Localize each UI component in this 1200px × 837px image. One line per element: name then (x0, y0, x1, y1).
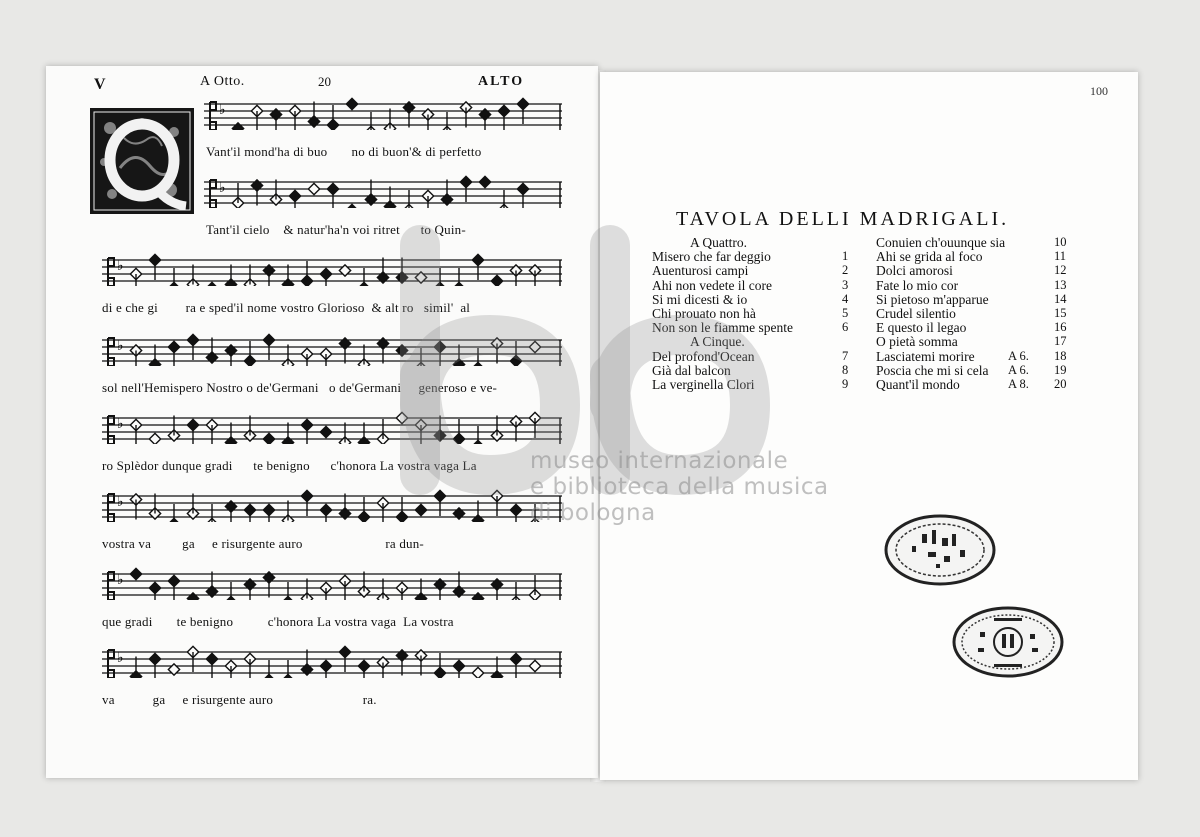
toc-title: Del profond'Ocean (652, 348, 755, 364)
lyric-line: sol nell'Hemispero Nostro o de'Germani o de'Germani generoso e ve- (102, 380, 498, 395)
toc-title: Lasciatemi morire (876, 348, 975, 364)
toc-title: Si pietoso m'apparue (876, 291, 989, 307)
note (491, 657, 502, 679)
toc-title: Poscia che mi si cela (876, 362, 989, 378)
toc-title: Auenturosi campi (652, 263, 749, 279)
note (510, 504, 521, 522)
note (339, 423, 350, 445)
note (320, 504, 331, 522)
flat-sign: ♭ (117, 416, 124, 432)
toc-number: 5 (842, 306, 849, 320)
note (270, 180, 281, 206)
toc-voices: A 6. (1008, 348, 1029, 363)
note (308, 183, 319, 194)
note (441, 180, 452, 206)
note (365, 112, 376, 130)
note (282, 345, 293, 367)
toc-number: 10 (1054, 235, 1067, 249)
note (377, 258, 388, 284)
lyric-line: vostra va ga e risurgente auro ra dun- (102, 536, 424, 551)
note (130, 657, 141, 679)
note (263, 660, 274, 678)
note (282, 501, 293, 523)
toc-title: Conuien ch'ouunque sia (876, 235, 1006, 250)
note (510, 416, 521, 442)
note (339, 494, 350, 520)
note (422, 109, 433, 130)
note (396, 582, 407, 600)
watermark-line: museo internazionale (530, 448, 789, 474)
note (168, 268, 179, 286)
folio-number: 100 (1090, 84, 1108, 98)
toc-number: 20 (1054, 377, 1067, 391)
toc-number: 3 (842, 277, 849, 292)
note (320, 660, 331, 678)
note (225, 345, 236, 366)
note (415, 504, 426, 515)
note (491, 579, 502, 600)
c-clef (108, 338, 114, 366)
initial-letter: Q (142, 118, 143, 119)
toc-title: Non son le fiamme spente (652, 320, 793, 336)
toc-number: 8 (842, 362, 849, 377)
note (396, 258, 407, 284)
lyric-line: Vant'il mond'ha di buo no di buon'& di perfetto (206, 144, 482, 159)
music-staff (102, 644, 562, 678)
note (529, 265, 540, 286)
note (472, 501, 483, 523)
toc-number: 16 (1054, 320, 1067, 335)
note (244, 579, 255, 600)
note (130, 268, 141, 286)
right-page-index (600, 72, 1138, 780)
note (377, 657, 388, 678)
toc-number: 15 (1054, 306, 1067, 320)
note (187, 265, 198, 287)
note (149, 345, 160, 367)
music-staff (102, 566, 562, 600)
toc-entry (652, 377, 754, 393)
note (422, 190, 433, 208)
note (479, 176, 490, 187)
voice-part-label: ALTO (478, 74, 525, 89)
note (187, 494, 198, 520)
note (510, 582, 521, 600)
note (225, 582, 236, 600)
toc-title: Già dal balcon (652, 362, 731, 378)
toc-title: Si mi dicesti & io (652, 291, 748, 307)
toc-title: Fate lo mio cor (876, 277, 959, 293)
note (358, 345, 369, 367)
music-staff (102, 410, 562, 444)
note (434, 268, 445, 286)
note (263, 504, 274, 522)
toc-number: 9 (842, 377, 849, 391)
note (289, 190, 300, 208)
toc-title: La verginella Clori (652, 377, 755, 392)
toc-voices: A 8. (1008, 377, 1029, 391)
note (365, 180, 376, 206)
page-number: 20 (318, 74, 331, 89)
note (415, 579, 426, 601)
note (130, 494, 141, 520)
decorated-initial-Q (90, 108, 194, 214)
flat-sign: ♭ (117, 258, 124, 274)
note (225, 660, 236, 678)
toc-entry (876, 377, 960, 393)
toc-number: 17 (1054, 334, 1067, 349)
note (206, 572, 217, 598)
note (168, 504, 179, 522)
toc-title: Quant'il mondo (876, 377, 960, 392)
lyric-line: ro Splèdor dunque gradi te benigno c'honora La vostra vaga La (102, 458, 477, 473)
note (472, 426, 483, 444)
note (301, 348, 312, 366)
flat-sign: ♭ (219, 102, 226, 118)
toc-number: 7 (842, 348, 849, 363)
note (225, 265, 236, 287)
toc-title: Ahi non vedete il core (652, 277, 772, 293)
c-clef (108, 572, 114, 600)
toc-title: A Quattro. (690, 235, 747, 250)
note (453, 345, 464, 367)
note (301, 579, 312, 601)
note (498, 190, 509, 208)
note (415, 348, 426, 366)
toc-number: 6 (842, 320, 849, 335)
note (453, 572, 464, 598)
note (263, 572, 274, 598)
lyric-line: di e che gi ra e sped'il nome vostro Glorioso & alt ro simil' al (102, 300, 471, 315)
music-staff (102, 488, 562, 522)
note (320, 348, 331, 366)
note (320, 582, 331, 600)
c-clef (210, 180, 216, 208)
note (472, 348, 483, 366)
toc-title: A Cinque. (690, 334, 745, 350)
note (168, 416, 179, 442)
toc-voices: A 6. (1008, 362, 1029, 377)
lyric-line: va ga e risurgente auro ra. (102, 692, 377, 707)
toc-number: 18 (1054, 348, 1067, 363)
note (282, 265, 293, 287)
toc-number: 2 (842, 263, 849, 278)
note (206, 504, 217, 522)
note (358, 660, 369, 678)
music-staff (204, 174, 664, 208)
note (479, 109, 490, 130)
toc-title: Dolci amorosi (876, 263, 953, 279)
flat-sign: ♭ (117, 572, 124, 588)
note (453, 268, 464, 286)
note (529, 341, 540, 352)
note (529, 660, 540, 671)
note (460, 102, 471, 128)
note (403, 190, 414, 208)
watermark-line: e biblioteca della musica (530, 474, 829, 500)
corner-mark: V (94, 76, 106, 93)
note (377, 579, 388, 601)
note (491, 338, 502, 364)
note (282, 582, 293, 600)
note (130, 345, 141, 366)
toc-number: 19 (1054, 362, 1067, 377)
note (396, 412, 407, 423)
toc-number: 1 (842, 249, 849, 264)
toc-number: 11 (1054, 249, 1067, 264)
note (320, 426, 331, 437)
toc-title: Ahi se grida al foco (876, 249, 983, 265)
toc-title: E questo il legao (876, 320, 967, 336)
toc-number: 4 (842, 291, 849, 306)
toc-title: Misero che far deggio (652, 249, 771, 265)
note (453, 660, 464, 678)
note (149, 582, 160, 600)
note (434, 416, 445, 442)
left-page-music (46, 66, 598, 778)
toc-title: Chi prouato non hà (652, 306, 756, 321)
note (244, 416, 255, 442)
note (384, 187, 395, 209)
note (510, 265, 521, 286)
note (396, 650, 407, 676)
note (225, 423, 236, 445)
note (491, 275, 502, 286)
note (472, 667, 483, 678)
note (384, 109, 395, 131)
note (149, 433, 160, 444)
note (263, 265, 274, 286)
note (270, 109, 281, 130)
c-clef (210, 102, 216, 130)
note (206, 282, 217, 286)
note (339, 338, 350, 364)
running-head: A Otto. (200, 74, 245, 89)
note (130, 568, 141, 579)
music-staff (204, 96, 664, 130)
lyric-line: Tant'il cielo & natur'ha'n voi ritret to Quin- (206, 222, 466, 237)
flat-sign: ♭ (117, 650, 124, 666)
note (320, 268, 331, 286)
note (491, 416, 502, 442)
note (434, 579, 445, 600)
table-title: TAVOLA DELLI MADRIGALI. (676, 208, 1010, 230)
flat-sign: ♭ (117, 338, 124, 354)
c-clef (108, 258, 114, 286)
note (472, 593, 483, 600)
note (263, 433, 274, 444)
note (308, 102, 319, 128)
library-stamp (882, 512, 998, 588)
note (415, 650, 426, 676)
lyric-line: que gradi te benigno c'honora La vostra vaga La vostra (102, 614, 454, 629)
watermark-line: di bologna (530, 500, 656, 526)
toc-number: 14 (1054, 291, 1067, 306)
note (187, 593, 198, 600)
note (358, 268, 369, 286)
note (244, 265, 255, 287)
toc-title: Crudel silentio (876, 306, 956, 321)
note (301, 650, 312, 676)
note (403, 102, 414, 128)
note (232, 123, 243, 130)
note (244, 504, 255, 522)
c-clef (108, 650, 114, 678)
flat-sign: ♭ (219, 180, 226, 196)
note (441, 112, 452, 130)
note (251, 180, 262, 206)
note (346, 204, 357, 208)
note (358, 423, 369, 445)
c-clef (108, 416, 114, 444)
note (225, 501, 236, 522)
music-staff (102, 252, 562, 286)
note (282, 423, 293, 445)
music-staff (102, 332, 562, 366)
library-stamp (950, 604, 1066, 680)
note (358, 572, 369, 598)
note (282, 660, 293, 678)
note (346, 98, 357, 109)
flat-sign: ♭ (117, 494, 124, 510)
toc-number: 13 (1054, 277, 1067, 292)
note (377, 338, 388, 364)
note (149, 494, 160, 520)
note (206, 338, 217, 364)
c-clef (108, 494, 114, 522)
toc-title: O pietà somma (876, 334, 958, 350)
toc-number: 12 (1054, 263, 1067, 278)
